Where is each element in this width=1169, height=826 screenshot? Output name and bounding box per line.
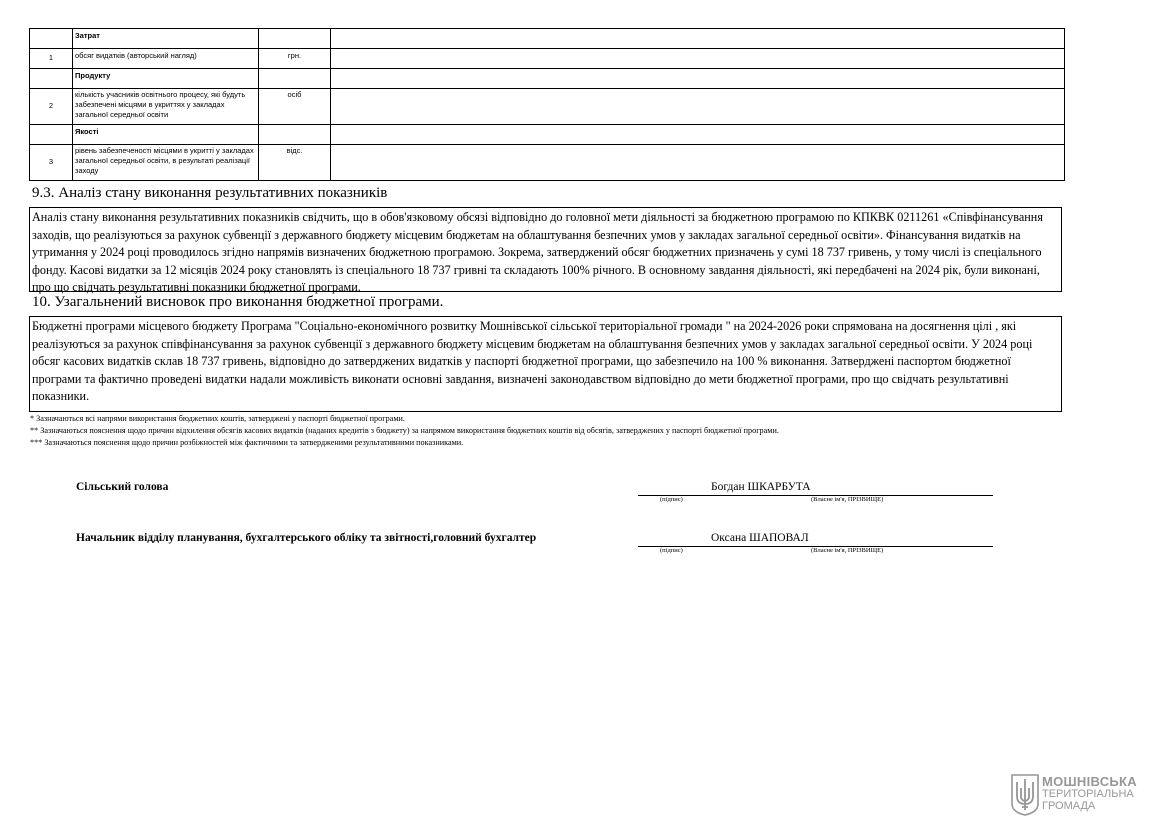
table-cell xyxy=(331,125,1065,145)
indicator-value xyxy=(331,49,1065,69)
indicator-unit: осіб xyxy=(259,89,331,125)
signature-caption: (підпис) xyxy=(660,496,683,503)
name-caption: (Власне ім'я, ПРІЗВИЩЕ) xyxy=(811,496,884,503)
table-cell xyxy=(331,69,1065,89)
section-9-3-heading: 9.3. Аналіз стану виконання результативних показників xyxy=(32,185,388,201)
row-number: 1 xyxy=(30,49,73,69)
category-label-product: Продукту xyxy=(73,69,259,89)
table-row xyxy=(30,69,1065,89)
footnote: *** Зазначаються пояснення щодо причин розбіжностей між фактичними та затвердженими результативними показниками. xyxy=(30,438,464,447)
logo-text-line1: МОШНІВСЬКА xyxy=(1042,774,1137,789)
section-10-heading: 10. Узагальнений висновок про виконання бюджетної програми. xyxy=(32,294,444,310)
category-label-quality: Якості xyxy=(73,125,259,145)
indicators-table xyxy=(29,28,1065,181)
table-cell xyxy=(259,125,331,145)
table-cell xyxy=(331,29,1065,49)
indicator-unit: грн. xyxy=(259,49,331,69)
section-10-text: Бюджетні програми місцевого бюджету Програма "Соціально-економічного розвитку Мошнівської сільської територіальної громади " на 2024-2026 роки спрямована на досягнення цілі , які реалізуються за рахунок співфінансування за рахунок субвенції з державного бюджету місцевим бюджетам на облаштування безпечних умов у закладах загальної середньої освіти. У 2024 році обсяг касових видатків склав 18 737 гривень, відповідно до затверджених видатків у паспорті бюджетної програми, що забезпечило на 100 % виконання. Затверджені паспортом бюджетної програми та фактично проведені видатки надали можливість виконати основні завдання, визначені законодавством відповідно до мети бюджетної програми, про що свідчать результативні показники. xyxy=(29,316,1062,412)
section-9-3-text: Аналіз стану виконання результативних показників свідчить, що в обов'язковому обсязі відповідно до головної мети діяльності за бюджетною програмою по КПКВК 0211261 «Співфінансування заходів, що реалізуються за рахунок субвенції з державного бюджету місцевим бюджетам на облаштування безпечних умов у закладах загальної середньої освіти». Фінансування видатків на утримання у 2024 році проводилось згідно напрямів визначених бюджетною програмою. Зокрема, затверджений обсяг бюджетних призначень у сумі 18 737 гривень, у тому числі із спеціального фонду. Касові видатки за 12 місяців 2024 року становлять із спеціального 18 737 гривні та складають 100% річного. В основному завдання діяльності, які передбачені на 2024 рік, були виконані, про що свідчать результативні показники бюджетної програми. xyxy=(29,207,1062,292)
table-row xyxy=(30,49,1065,69)
indicator-value xyxy=(331,89,1065,125)
table-cell xyxy=(30,125,73,145)
name-caption: (Власне ім'я, ПРІЗВИЩЕ) xyxy=(811,547,884,554)
logo-text-line2: ТЕРИТОРІАЛЬНА xyxy=(1042,788,1134,800)
table-cell xyxy=(259,69,331,89)
table-cell xyxy=(30,69,73,89)
community-logo-watermark xyxy=(1011,774,1159,816)
indicator-value xyxy=(331,145,1065,181)
footnote: ** Зазначаються пояснення щодо причин відхилення обсягів касових видатків (наданих кредитів з бюджету) за напрямом використання бюджетних коштів від обсягів, затверджених у паспорті бюджетної програми. xyxy=(30,426,779,435)
indicator-description: обсяг видатків (авторський нагляд) xyxy=(73,49,259,69)
indicator-description: кількість учасників освітнього процесу, які будуть забезпечені місцями в укриттях у закладах загальної середньої освіти xyxy=(73,89,259,125)
signature-name-head: Богдан ШКАРБУТА xyxy=(711,481,811,493)
table-row xyxy=(30,89,1065,125)
signature-position-head: Сільський голова xyxy=(76,481,169,493)
footnote: * Зазначаються всі напрями використання бюджетних коштів, затверджені у паспорті бюджетної програми. xyxy=(30,414,405,423)
logo-text-line3: ГРОМАДА xyxy=(1042,800,1096,812)
table-row xyxy=(30,29,1065,49)
signature-caption: (підпис) xyxy=(660,547,683,554)
category-label-costs: Затрат xyxy=(73,29,259,49)
row-number: 2 xyxy=(30,89,73,125)
table-cell xyxy=(30,29,73,49)
row-number: 3 xyxy=(30,145,73,181)
signature-name-accountant: Оксана ШАПОВАЛ xyxy=(711,532,809,544)
trident-coat-of-arms-icon xyxy=(1011,774,1039,816)
indicator-description: рівень забезпеченості місцями в укритті у закладах загальної середньої освіти, в результаті реалізації заходу xyxy=(73,145,259,181)
indicator-unit: відс. xyxy=(259,145,331,181)
footnotes xyxy=(30,413,779,449)
signature-position-accountant: Начальник відділу планування, бухгалтерського обліку та звітності,головний бухгалтер xyxy=(76,532,537,544)
table-row xyxy=(30,125,1065,145)
table-row xyxy=(30,145,1065,181)
table-cell xyxy=(259,29,331,49)
